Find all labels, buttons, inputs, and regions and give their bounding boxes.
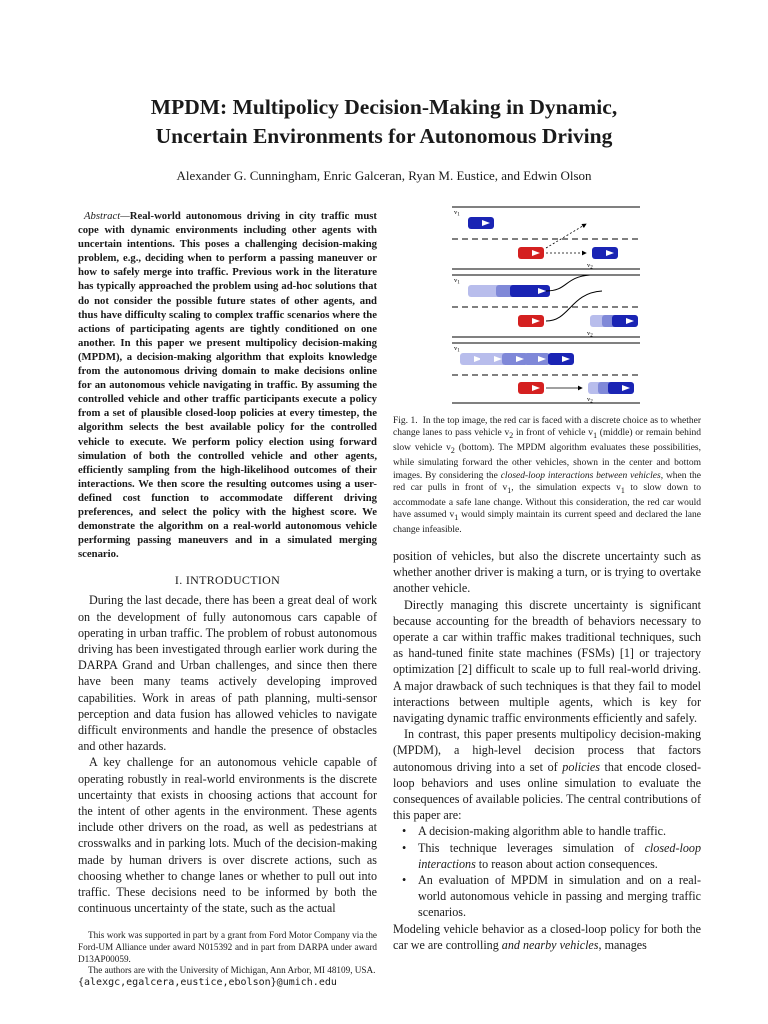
- red-car-middle: [518, 315, 544, 327]
- introduction-body: [78, 592, 377, 916]
- abstract: Abstract—Real-world autonomous driving in city traffic must cope with dynamic environments including other agents with uncertain intentions. This poses a challenging decision-making problem, e.g., deciding when to perform a passing maneuver or how to safely merge into traffic. Previous work in the literature has typically approached the problem using ad-hoc solutions that do not consider the possible future states of other agents, and thus have difficulty scaling to complex traffic scenarios where the actions of participating agents are tightly conditioned on one another. In this paper we present multipolicy decision-making (MPDM), a decision-making algorithm that exploits knowledge from the autonomous driving domain to make decisions online for an autonomous vehicle navigating in traffic. By assuming the controlled vehicle and other traffic participants execute a policy from a set of plausible closed-loop policies at every timestep, the algorithm selects the best available policy for the controlled vehicle to execute. We perform policy election using forward simulation of both the controlled vehicle and other agents, efficiently sampling from the high-likelihood outcomes of their interactions. We then score the resulting outcomes using a user-defined cost function to accommodate different driving preferences, and select the policy with the highest score. We demonstrate the algorithm on a real-world autonomous vehicle performing passing maneuvers and in a simulated merging scenario.: [78, 210, 377, 561]
- footnote-funding: This work was supported in part by a grant from Ford Motor Company via the Ford-UM Alliance under award N015392 and in part from DARPA under award D13AP00059.: [78, 930, 377, 964]
- label-v1-bottom: $v_1$: [454, 345, 460, 354]
- merge-curve: [546, 275, 590, 291]
- list-item: • An evaluation of MPDM in simulation and on a real-world autonomous vehicle in passing and merging traffic scenarios.: [402, 873, 701, 920]
- figure-caption: Fig. 1. In the top image, the red car is faced with a discrete choice as to whether change lanes to pass vehicle $v_2$ in front of vehicle $v_1$ (middle) or remain behind slow vehicle $v_2$ (bottom). The MPDM algorithm evaluates these possibilities, while simulating forward the other vehicles, shown in the center and bottom images. By considering the closed-loop interactions between vehicles, when the red car pulls in front of $v_1$, the simulation expects $v_1$ to slow down to accommodate a safe lane change. Without this consideration, the red car would have assumed $v_1$ would simply maintain its current speed and declared the lane change infeasible.: [393, 416, 701, 536]
- caption-label: Fig. 1.: [393, 416, 418, 426]
- bullet-icon: •: [402, 873, 407, 888]
- abstract-label: Abstract: [84, 210, 121, 222]
- author-list: Alexander G. Cunningham, Enric Galceran, Ryan M. Eustice, and Edwin Olson: [176, 168, 592, 183]
- vehicle-v2-middle: [612, 315, 638, 327]
- label-v2: $v_2$: [587, 262, 593, 271]
- bullet-icon: •: [402, 840, 407, 855]
- right-column: [393, 548, 701, 953]
- right-paragraph-3: In contrast, this paper presents multipolicy decision-making (MPDM), a high-level decision process that factors autonomous driving into a set of policies that encode closed-loop behaviors and uses online simulation to evaluate the consequences of available policies. The central contributions of this paper are:: [393, 727, 701, 823]
- ghost-car: [524, 353, 550, 365]
- figure-panel-middle: [452, 275, 640, 339]
- lane-change-arrow: [546, 224, 586, 248]
- paper-title: [0, 93, 768, 151]
- label-v1: $v_1$: [454, 209, 460, 218]
- label-v2-bottom: $v_2$: [587, 396, 593, 405]
- vehicle-v1-top: [468, 217, 494, 229]
- figure-1-lane-change-diagram: [452, 205, 640, 405]
- figure-panel-top: [452, 207, 640, 271]
- vehicle-v2-top: [592, 247, 618, 259]
- title-line-2: Uncertain Environments for Autonomous Driving: [155, 124, 613, 148]
- list-item: • A decision-making algorithm able to handle traffic.: [402, 824, 666, 839]
- figure-panel-bottom: [452, 343, 640, 405]
- footnote: [78, 930, 377, 988]
- label-v2-middle: $v_2$: [587, 330, 593, 339]
- footnote-emails: {alexgc,egalcera,eustice,ebolson}@umich.edu: [78, 976, 337, 988]
- left-column: [78, 209, 377, 988]
- abstract-text: Real-world autonomous driving in city traffic must cope with dynamic environments including other agents with uncertain intentions. This poses a challenging decision-making problem, e.g., deciding when to perform a passing maneuver or how to safely merge into traffic. Previous work in the literature has typically approached the problem using ad-hoc solutions that do not consider the possible future states of other agents, and thus have difficulty scaling to complex traffic scenarios where the actions of participating agents are tightly conditioned on one another. In this paper we present multipolicy decision-making (MPDM), a decision-making algorithm that exploits knowledge from the autonomous driving domain to make decisions online for an autonomous vehicle navigating in traffic. By assuming the controlled vehicle and other traffic participants execute a policy from a set of plausible closed-loop policies at every timestep, the algorithm selects the best available policy for the controlled vehicle to execute. We perform policy election using forward simulation of both the controlled vehicle and other agents, efficiently sampling from the high-likelihood outcomes of their interactions. We then score the resulting outcomes using a user-defined cost function to accommodate different driving preferences, and select the policy with the highest score. We demonstrate the algorithm on a real-world autonomous vehicle performing passing maneuvers and in a simulated merging scenario.: [78, 210, 377, 561]
- right-paragraph-1: position of vehicles, but also the discrete uncertainty such as whether another driver is making a turn, or is trying to overtake another vehicle.: [393, 549, 701, 596]
- bullet-icon: •: [402, 824, 407, 839]
- vehicle-v2-bottom: [608, 382, 634, 394]
- intro-paragraph-1: During the last decade, there has been a great deal of work on the development of fully autonomous cars capable of operating in urban traffic. The problem of robust autonomous driving has been investigated through earlier work during the DARPA Grand and Urban challenges, and since then there have been many teams actively developing improved capabilities. Work in areas of path planning, multi-sensor perception and data fusion has allowed vehicles to navigate difficult environments and handle the presence of obstacles and other hazards.: [78, 593, 377, 754]
- contributions-list: [393, 823, 701, 920]
- vehicle-v1-bottom: [548, 353, 574, 365]
- footnote-affiliation: The authors are with the University of Michigan, Ann Arbor, MI 48109, USA.: [88, 965, 376, 976]
- red-car-top: [518, 247, 544, 259]
- right-paragraph-4: Modeling vehicle behavior as a closed-loop policy for both the car we are controlling and nearby vehicles, manages: [393, 921, 701, 952]
- section-heading-introduction: I. INTRODUCTION: [174, 573, 281, 588]
- red-car-bottom: [518, 382, 544, 394]
- right-paragraph-2: Directly managing this discrete uncertainty is significant because accounting for the breadth of behaviors necessary to operate a car within traffic makes traditional techniques, such as hand-tuned finite state machines (FSMs) [1] or trajectory optimization [2] difficult to scale up to full real-world driving. A major drawback of such techniques is that they fail to model interactions between multiple agents, which is key for navigating dynamic traffic environments efficiently and safely.: [393, 597, 701, 726]
- title-line-1: MPDM: Multipolicy Decision-Making in Dynamic,: [150, 95, 618, 119]
- intro-paragraph-2: A key challenge for an autonomous vehicle capable of operating robustly in real-world environments is the discrete uncertainty that exists in choosing actions that account for the intent of other agents in the environment. These agents include other drivers on the road, as well as pedestrians at crosswalks and in parking lots. Much of the decision-making made by human drivers is over discrete actions, such as choosing whether to change lanes or whether to pull out into traffic. These decisions need to be informed by both the continuous uncertainty of the state, such as the actual: [78, 755, 377, 916]
- label-v1-middle: $v_1$: [454, 277, 460, 286]
- list-item: • This technique leverages simulation of closed-loop interactions to reason about action consequences.: [402, 840, 701, 871]
